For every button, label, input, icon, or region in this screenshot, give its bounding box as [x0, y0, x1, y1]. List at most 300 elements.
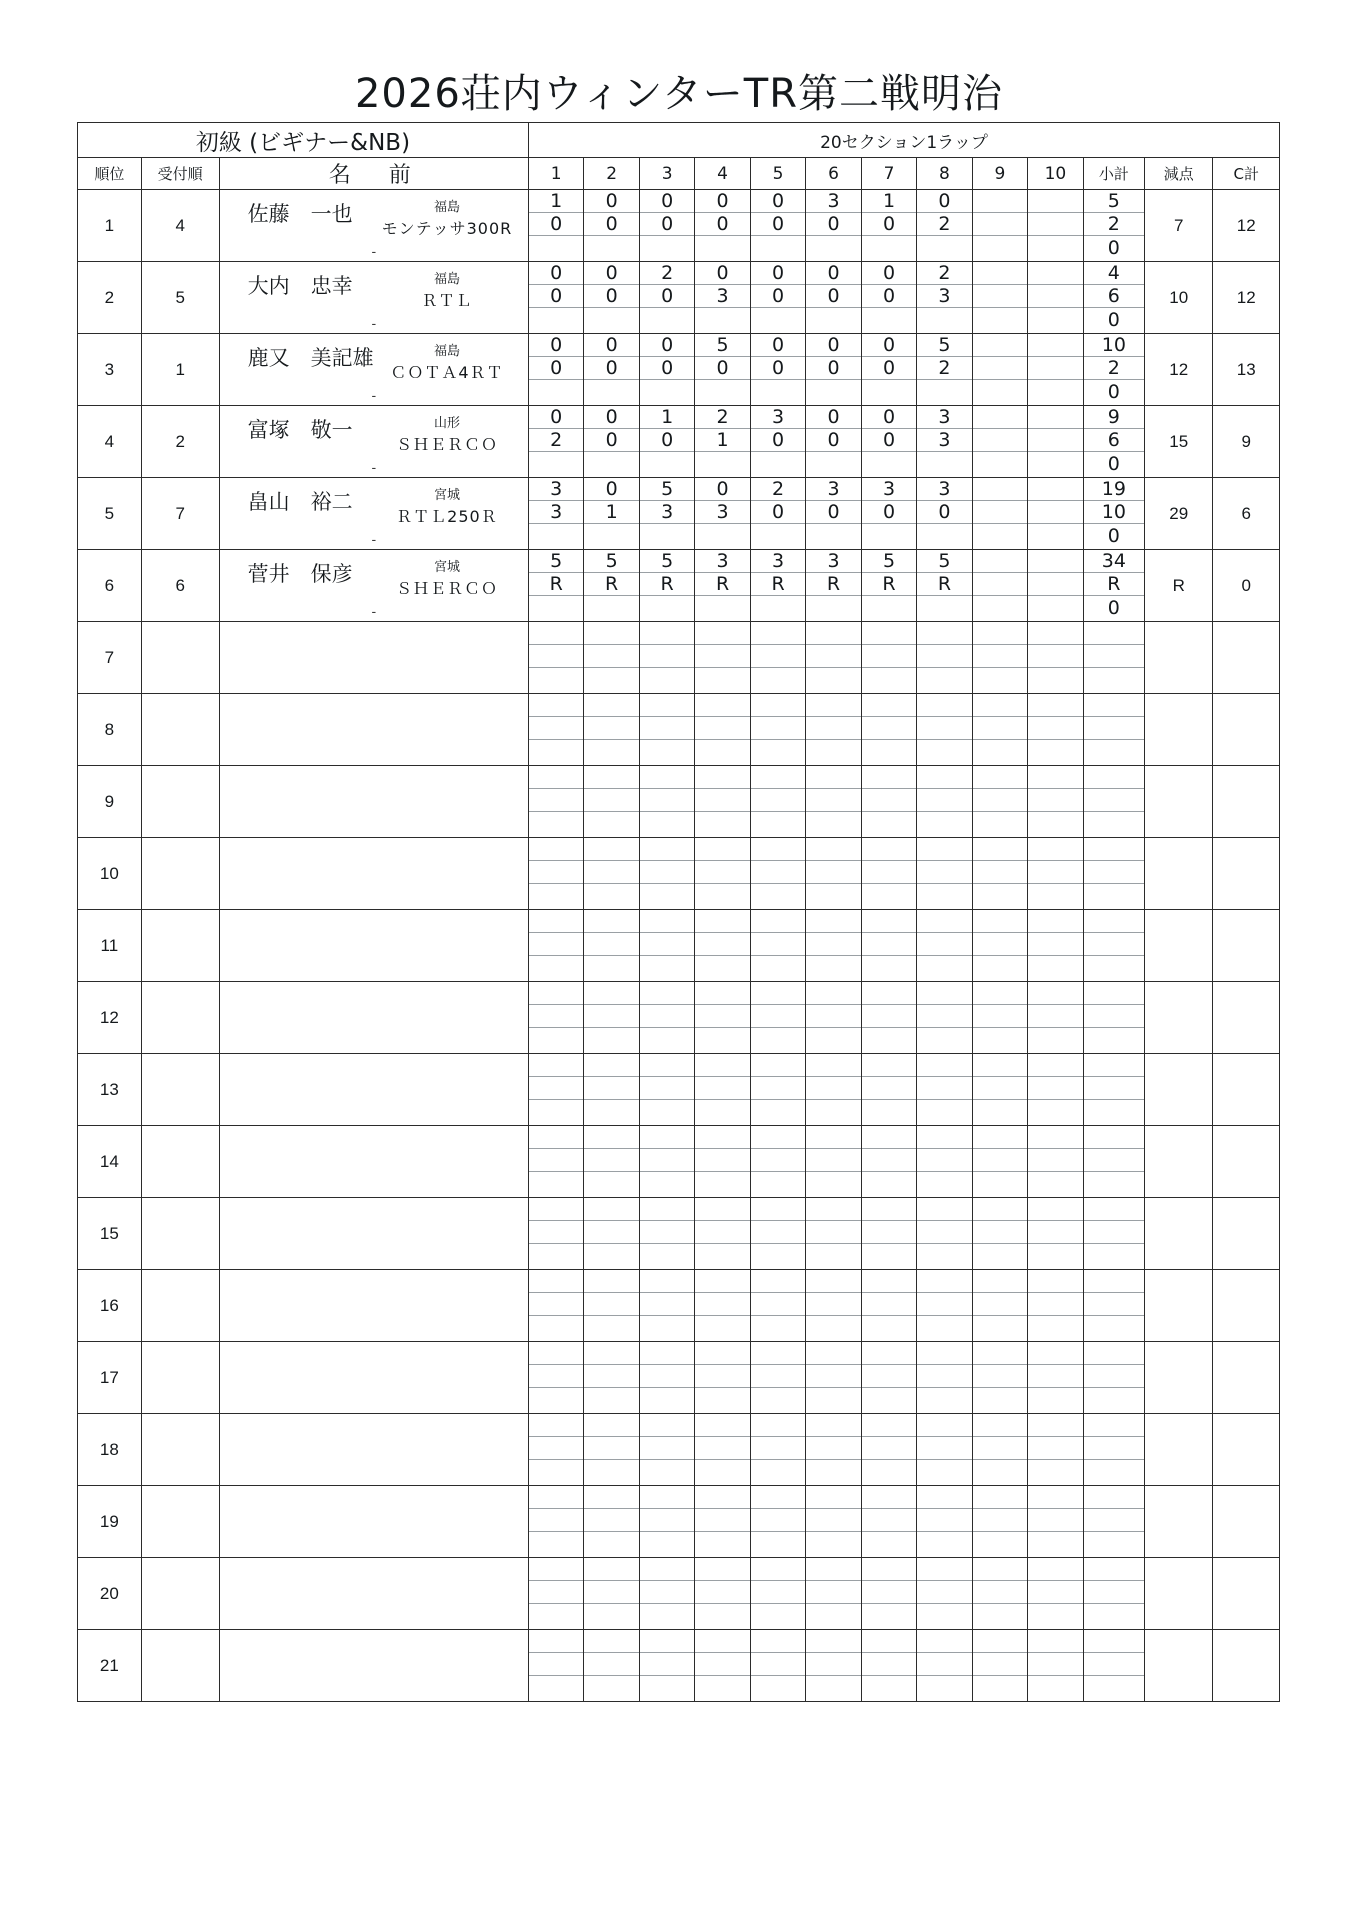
section-score-cell — [528, 982, 583, 1054]
lap1-score — [917, 982, 971, 1005]
lap3-score — [862, 740, 916, 765]
lap1-score: 0 — [917, 190, 971, 213]
lap2-score — [917, 1293, 971, 1316]
rider-name-inner — [220, 406, 528, 477]
rider-club: 福島 — [433, 344, 460, 359]
lap3-score — [584, 308, 638, 333]
lap2-score — [640, 1077, 694, 1100]
lap3-score — [1028, 1244, 1082, 1269]
lap2-score — [529, 645, 583, 668]
lap3-score — [1028, 1532, 1082, 1557]
subtotal-lap1 — [1084, 1414, 1144, 1437]
section-score-cell — [639, 334, 694, 406]
rider-name-cell — [219, 982, 528, 1054]
lap1-score — [584, 1558, 638, 1581]
lap2-score — [1028, 645, 1082, 668]
clean-total-cell: 13 — [1213, 334, 1280, 406]
lap3-score — [862, 812, 916, 837]
lap3-score — [862, 1316, 916, 1341]
lap1-score — [917, 1558, 971, 1581]
rider-name-inner — [220, 622, 528, 693]
lap2-score — [584, 717, 638, 740]
section-score-cell — [528, 1630, 583, 1702]
lap1-score — [806, 1270, 860, 1293]
col-header-section-8: 8 — [917, 158, 972, 190]
section-score-cell — [1028, 838, 1083, 910]
lap1-score — [640, 1414, 694, 1437]
lap3-score — [862, 1244, 916, 1269]
subtotal-lap2 — [1084, 1653, 1144, 1676]
lap1-score: 0 — [529, 406, 583, 429]
lap3-score — [751, 1028, 805, 1053]
rank-cell: 13 — [78, 1054, 142, 1126]
section-score-cell — [528, 1486, 583, 1558]
section-score-cell — [750, 1558, 805, 1630]
section-score-cell — [861, 694, 916, 766]
lap3-score — [695, 1676, 749, 1701]
lap1-score: 0 — [584, 262, 638, 285]
section-score-cell — [806, 1126, 861, 1198]
section-score-cell — [1028, 1630, 1083, 1702]
section-score-cell — [639, 910, 694, 982]
lap3-score — [640, 956, 694, 981]
penalty-cell — [1145, 1126, 1213, 1198]
section-score-cell — [1028, 910, 1083, 982]
lap1-score: 5 — [529, 550, 583, 573]
section-score-cell — [750, 1126, 805, 1198]
section-score-cell — [639, 766, 694, 838]
rank-cell: 20 — [78, 1558, 142, 1630]
lap2-score — [973, 1077, 1027, 1100]
penalty-cell: 15 — [1145, 406, 1213, 478]
section-score-cell — [584, 622, 639, 694]
lap1-score: 3 — [695, 550, 749, 573]
rider-name-inner — [220, 694, 528, 765]
penalty-cell: R — [1145, 550, 1213, 622]
table-row — [78, 1198, 1280, 1270]
lap1-score — [806, 1126, 860, 1149]
clean-total-cell — [1213, 838, 1280, 910]
rider-name-inner — [220, 1630, 528, 1701]
lap1-score — [640, 1558, 694, 1581]
subtotal-cell — [1083, 1558, 1144, 1630]
rider-name-cell — [219, 1126, 528, 1198]
lap1-score — [1028, 550, 1082, 573]
lap3-score — [695, 236, 749, 261]
section-score-cell — [750, 766, 805, 838]
section-score-cell — [584, 910, 639, 982]
section-score-cell — [972, 982, 1027, 1054]
receipt-order-cell — [141, 1414, 219, 1486]
subtotal-cell — [1083, 1126, 1144, 1198]
penalty-cell — [1145, 1198, 1213, 1270]
receipt-order-cell — [141, 1558, 219, 1630]
subtotal-lap2 — [1084, 1509, 1144, 1532]
lap3-score — [973, 524, 1027, 549]
lap2-score — [862, 1581, 916, 1604]
section-score-cell — [972, 838, 1027, 910]
lap2-score — [973, 1221, 1027, 1244]
rider-name: 大内 忠幸 — [247, 274, 353, 298]
receipt-order-cell — [141, 1486, 219, 1558]
section-score-cell — [695, 1486, 750, 1558]
lap3-score — [640, 1172, 694, 1197]
lap3-score — [917, 1676, 971, 1701]
lap2-score: 0 — [640, 285, 694, 308]
lap2-score — [695, 645, 749, 668]
lap3-score — [640, 452, 694, 477]
lap2-score: 1 — [584, 501, 638, 524]
lap2-score: 2 — [917, 357, 971, 380]
section-score-cell — [806, 694, 861, 766]
lap2-score: R — [529, 573, 583, 596]
lap2-score: 0 — [695, 213, 749, 236]
section-score-cell — [528, 622, 583, 694]
lap3-score — [862, 668, 916, 693]
lap1-score — [917, 694, 971, 717]
lap3-score — [1028, 236, 1082, 261]
subtotal-lap1 — [1084, 694, 1144, 717]
section-score-cell — [861, 1054, 916, 1126]
rider-machine: ＳＨＥＲＣＯ — [395, 435, 498, 454]
lap3-score — [695, 380, 749, 405]
receipt-order-cell — [141, 622, 219, 694]
lap1-score — [751, 1198, 805, 1221]
lap2-score — [1028, 1581, 1082, 1604]
penalty-cell — [1145, 1630, 1213, 1702]
lap2-score: R — [695, 573, 749, 596]
lap3-score — [973, 1460, 1027, 1485]
rider-name-inner — [220, 910, 528, 981]
lap1-score — [695, 982, 749, 1005]
rider-name-cell — [219, 838, 528, 910]
section-score-cell — [972, 406, 1027, 478]
lap2-score — [1028, 357, 1082, 380]
penalty-cell — [1145, 622, 1213, 694]
lap2-score — [973, 1365, 1027, 1388]
lap1-score — [695, 766, 749, 789]
section-score-cell — [584, 694, 639, 766]
lap3-score — [862, 1028, 916, 1053]
lap1-score — [1028, 334, 1082, 357]
section-score-cell — [584, 1342, 639, 1414]
section-score-cell — [750, 406, 805, 478]
lap1-score: 5 — [640, 550, 694, 573]
lap3-score — [917, 452, 971, 477]
section-score-cell — [695, 1270, 750, 1342]
table-row — [78, 1270, 1280, 1342]
lap1-score — [751, 838, 805, 861]
lap2-score — [640, 1005, 694, 1028]
clean-total-cell — [1213, 1198, 1280, 1270]
section-score-cell — [528, 766, 583, 838]
lap1-score: 1 — [529, 190, 583, 213]
penalty-cell — [1145, 1558, 1213, 1630]
penalty-cell: 10 — [1145, 262, 1213, 334]
section-score-cell — [639, 190, 694, 262]
section-score-cell — [695, 1342, 750, 1414]
lap1-score — [973, 334, 1027, 357]
subtotal-lap2: 6 — [1084, 429, 1144, 452]
section-group-header: 20セクション1ラップ — [528, 123, 1279, 158]
lap1-score: 0 — [806, 406, 860, 429]
lap2-score — [973, 645, 1027, 668]
table-row — [78, 1054, 1280, 1126]
lap1-score: 5 — [640, 478, 694, 501]
lap2-score — [862, 1221, 916, 1244]
lap3-score — [529, 1532, 583, 1557]
section-score-cell — [639, 406, 694, 478]
lap1-score — [640, 622, 694, 645]
lap2-score: R — [917, 573, 971, 596]
clean-total-cell — [1213, 622, 1280, 694]
lap1-score: 5 — [862, 550, 916, 573]
lap2-score: 0 — [529, 213, 583, 236]
lap3-score — [640, 1604, 694, 1629]
section-score-cell — [584, 1558, 639, 1630]
lap2-score — [973, 1005, 1027, 1028]
section-score-cell — [584, 190, 639, 262]
rider-name-cell — [219, 478, 528, 550]
lap2-score — [973, 285, 1027, 308]
subtotal-lap3 — [1084, 956, 1144, 981]
lap2-score — [862, 1509, 916, 1532]
subtotal-lap2: 6 — [1084, 285, 1144, 308]
lap3-score — [917, 1532, 971, 1557]
lap3-score — [751, 956, 805, 981]
lap2-score — [529, 1509, 583, 1532]
lap1-score — [917, 766, 971, 789]
section-score-cell — [806, 190, 861, 262]
clean-total-cell — [1213, 1630, 1280, 1702]
clean-total-cell — [1213, 1414, 1280, 1486]
table-row — [78, 766, 1280, 838]
lap2-score — [529, 1221, 583, 1244]
lap1-score — [751, 910, 805, 933]
lap3-score — [973, 1316, 1027, 1341]
lap1-score — [640, 766, 694, 789]
lap1-score — [695, 1342, 749, 1365]
lap3-score — [862, 1532, 916, 1557]
lap1-score — [584, 1630, 638, 1653]
section-score-cell — [1028, 262, 1083, 334]
lap3-score — [695, 740, 749, 765]
lap3-score — [640, 740, 694, 765]
section-score-cell — [528, 694, 583, 766]
lap3-score — [917, 956, 971, 981]
lap2-score: R — [806, 573, 860, 596]
lap2-score — [862, 1005, 916, 1028]
section-score-cell — [917, 1270, 972, 1342]
subtotal-lap1 — [1084, 766, 1144, 789]
section-score-cell — [695, 1630, 750, 1702]
lap3-score — [529, 1604, 583, 1629]
subtotal-lap1: 19 — [1084, 478, 1144, 501]
section-score-cell — [861, 262, 916, 334]
section-score-cell — [695, 694, 750, 766]
lap3-score — [973, 236, 1027, 261]
lap2-score — [584, 1581, 638, 1604]
section-score-cell — [917, 622, 972, 694]
lap2-score: 1 — [695, 429, 749, 452]
subtotal-lap3 — [1084, 1604, 1144, 1629]
section-score-cell — [861, 478, 916, 550]
lap3-score — [751, 884, 805, 909]
lap3-score — [1028, 308, 1082, 333]
col-header-subtotal: 小計 — [1083, 158, 1144, 190]
receipt-order-cell — [141, 1342, 219, 1414]
lap2-score — [695, 1293, 749, 1316]
lap1-score — [529, 910, 583, 933]
lap1-score — [695, 1126, 749, 1149]
lap1-score: 0 — [862, 262, 916, 285]
lap2-score — [529, 1581, 583, 1604]
section-score-cell — [917, 190, 972, 262]
section-score-cell — [639, 838, 694, 910]
penalty-cell — [1145, 766, 1213, 838]
lap1-score — [806, 694, 860, 717]
lap3-score — [695, 1028, 749, 1053]
receipt-order-cell — [141, 1630, 219, 1702]
lap2-score: 3 — [640, 501, 694, 524]
lap3-score — [1028, 452, 1082, 477]
subtotal-lap1: 10 — [1084, 334, 1144, 357]
penalty-cell — [1145, 1270, 1213, 1342]
lap3-score — [695, 1172, 749, 1197]
lap3-score — [584, 380, 638, 405]
rider-name-cell — [219, 1558, 528, 1630]
subtotal-lap1 — [1084, 622, 1144, 645]
lap2-score — [584, 1149, 638, 1172]
section-score-cell — [528, 550, 583, 622]
lap2-score — [806, 1581, 860, 1604]
section-score-cell — [861, 622, 916, 694]
lap1-score: 5 — [917, 550, 971, 573]
rank-cell: 1 — [78, 190, 142, 262]
lap2-score — [1028, 789, 1082, 812]
lap2-score: 0 — [584, 285, 638, 308]
section-score-cell — [528, 838, 583, 910]
lap1-score — [1028, 1126, 1082, 1149]
rank-cell: 7 — [78, 622, 142, 694]
lap1-score: 0 — [695, 262, 749, 285]
subtotal-cell — [1083, 838, 1144, 910]
lap3-score — [862, 884, 916, 909]
header-column-row — [78, 158, 1280, 190]
lap2-score — [751, 1077, 805, 1100]
lap3-score — [751, 1604, 805, 1629]
section-score-cell — [639, 1630, 694, 1702]
section-score-cell — [584, 1198, 639, 1270]
section-score-cell — [750, 838, 805, 910]
lap2-score — [1028, 1221, 1082, 1244]
rider-name-cell — [219, 1054, 528, 1126]
lap3-score — [695, 452, 749, 477]
section-score-cell — [1028, 190, 1083, 262]
section-score-cell — [584, 1414, 639, 1486]
table-body — [78, 190, 1280, 1702]
lap3-score — [917, 1316, 971, 1341]
table-row — [78, 406, 1280, 478]
section-score-cell — [528, 1054, 583, 1126]
lap3-score — [695, 1388, 749, 1413]
lap3-score — [1028, 668, 1082, 693]
lap3-score — [640, 596, 694, 621]
lap1-score: 5 — [917, 334, 971, 357]
lap3-score — [806, 956, 860, 981]
lap2-score — [973, 861, 1027, 884]
lap2-score — [973, 501, 1027, 524]
lap1-score: 0 — [529, 262, 583, 285]
lap2-score: 0 — [529, 357, 583, 380]
lap1-score — [1028, 1054, 1082, 1077]
section-score-cell — [528, 1558, 583, 1630]
lap3-score — [751, 1676, 805, 1701]
lap3-score — [862, 1100, 916, 1125]
lap1-score — [640, 838, 694, 861]
lap3-score — [806, 452, 860, 477]
rider-name: 佐藤 一也 — [247, 202, 353, 226]
receipt-order-cell — [141, 910, 219, 982]
subtotal-cell — [1083, 766, 1144, 838]
lap3-score — [640, 1244, 694, 1269]
lap1-score — [751, 1054, 805, 1077]
lap3-score — [973, 380, 1027, 405]
lap2-score — [584, 1437, 638, 1460]
lap2-score: 0 — [640, 357, 694, 380]
penalty-cell — [1145, 1414, 1213, 1486]
lap3-score — [862, 524, 916, 549]
lap3-score — [917, 380, 971, 405]
section-score-cell — [750, 910, 805, 982]
lap1-score — [973, 406, 1027, 429]
lap2-score — [529, 933, 583, 956]
lap1-score: 0 — [640, 190, 694, 213]
lap2-score — [862, 1365, 916, 1388]
subtotal-lap3 — [1084, 1532, 1144, 1557]
rider-club: 山形 — [433, 416, 460, 431]
lap2-score — [584, 1365, 638, 1388]
rider-club: 福島 — [433, 200, 460, 215]
lap1-score — [862, 1054, 916, 1077]
receipt-order-cell: 4 — [141, 190, 219, 262]
lap3-score — [695, 668, 749, 693]
section-score-cell — [806, 550, 861, 622]
rider-name-inner — [220, 550, 528, 621]
subtotal-lap2 — [1084, 1149, 1144, 1172]
rider-machine: ＲＴＬ — [421, 291, 473, 310]
subtotal-lap1 — [1084, 1558, 1144, 1581]
rider-name-inner — [220, 262, 528, 333]
section-score-cell — [528, 262, 583, 334]
subtotal-lap2 — [1084, 861, 1144, 884]
rank-cell: 10 — [78, 838, 142, 910]
penalty-cell: 12 — [1145, 334, 1213, 406]
lap2-score: 3 — [529, 501, 583, 524]
lap3-score — [584, 956, 638, 981]
lap3-score — [751, 1388, 805, 1413]
section-score-cell — [917, 1342, 972, 1414]
lap2-score — [973, 717, 1027, 740]
section-score-cell — [806, 1630, 861, 1702]
lap2-score — [1028, 933, 1082, 956]
lap1-score — [1028, 694, 1082, 717]
lap1-score — [640, 694, 694, 717]
section-score-cell — [917, 838, 972, 910]
lap3-score — [806, 884, 860, 909]
rank-cell: 18 — [78, 1414, 142, 1486]
lap1-score — [529, 982, 583, 1005]
